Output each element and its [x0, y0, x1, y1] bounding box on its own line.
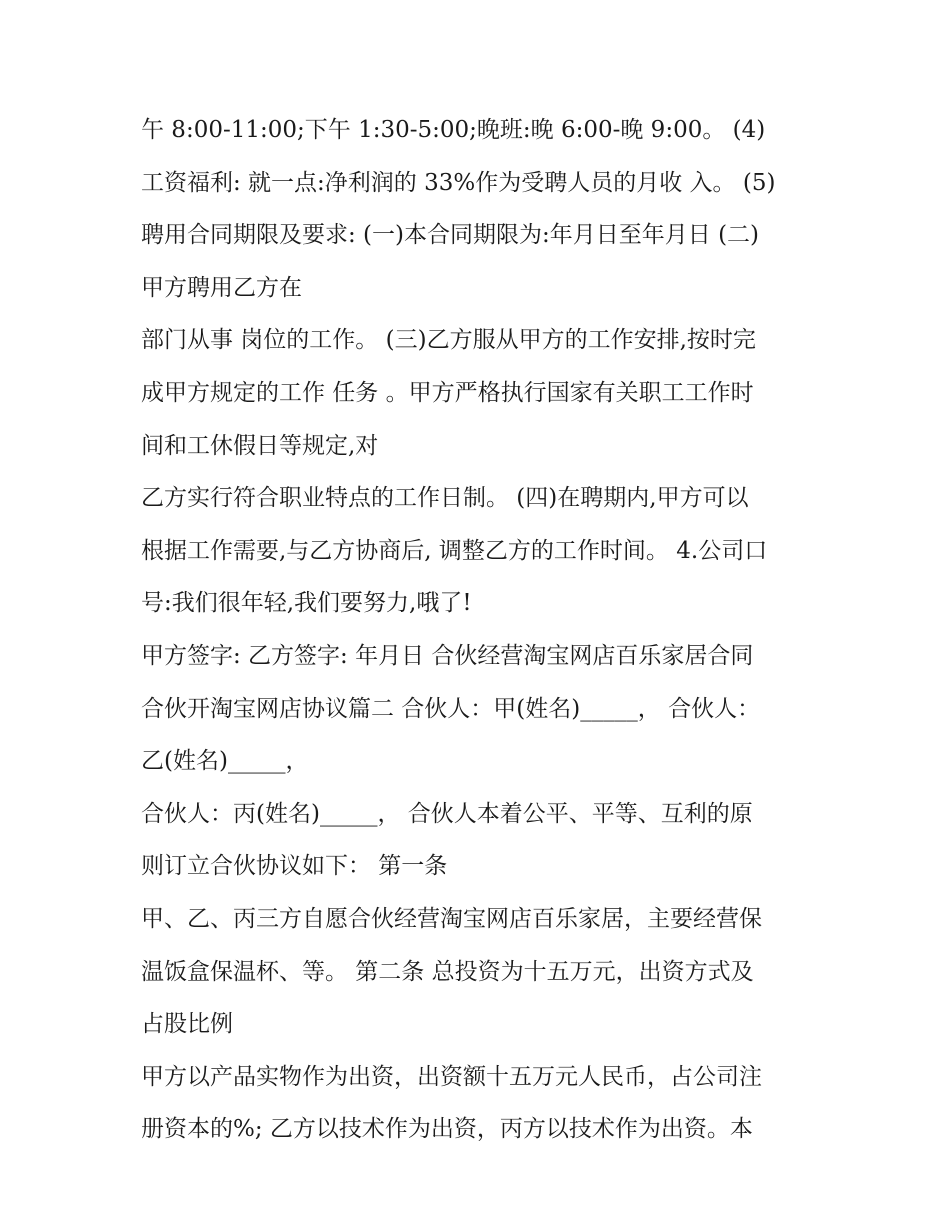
text-line: 号:我们很年轻,我们要努力,哦了!	[141, 590, 472, 617]
text-line: 则订立合伙协议如下： 第一条	[141, 853, 448, 880]
text-line: 乙(姓名)_____，	[141, 748, 309, 775]
text-line: 根据工作需要,与乙方协商后, 调整乙方的工作时间。 4.公司口	[141, 537, 768, 564]
text-line: 占股比例	[141, 1011, 233, 1038]
text-line: 甲、乙、丙三方自愿合伙经营淘宝网店百乐家居，主要经营保	[141, 905, 762, 932]
text-line: 温饭盒保温杯、等。 第二条 总投资为十五万元，出资方式及	[141, 958, 754, 985]
text-line: 乙方实行符合职业特点的工作日制。 (四)在聘期内,甲方可以	[141, 485, 749, 512]
text-line: 甲方聘用乙方在	[141, 274, 302, 301]
text-line: 部门从事 岗位的工作。 (三)乙方服从甲方的工作安排,按时完	[141, 327, 756, 354]
text-line: 工资福利: 就一点:净利润的 33%作为受聘人员的月收 入。 (5)	[141, 169, 776, 196]
text-line: 午 8:00-11:00;下午 1:30-5:00;晚班:晚 6:00-晚 9:00。 (4)	[141, 117, 766, 143]
text-line: 成甲方规定的工作 任务 。甲方严格执行国家有关职工工作时	[141, 379, 754, 406]
text-line: 甲方以产品实物作为出资，出资额十五万元人民币，占公司注	[141, 1063, 762, 1090]
text-line: 甲方签字: 乙方签字: 年月日 合伙经营淘宝网店百乐家居合同	[141, 642, 754, 669]
text-line: 合伙开淘宝网店协议篇二 合伙人：甲(姓名)_____， 合伙人：	[141, 695, 761, 722]
text-line: 聘用合同期限及要求: (一)本合同期限为:年月日至年月日 (二)	[141, 222, 760, 249]
text-line: 册资本的%; 乙方以技术作为出资，丙方以技术作为出资。本	[141, 1116, 753, 1143]
document-body	[141, 108, 831, 1160]
text-line: 间和工休假日等规定,对	[141, 432, 379, 459]
text-line: 合伙人：丙(姓名)_____， 合伙人本着公平、平等、互利的原	[141, 800, 753, 827]
